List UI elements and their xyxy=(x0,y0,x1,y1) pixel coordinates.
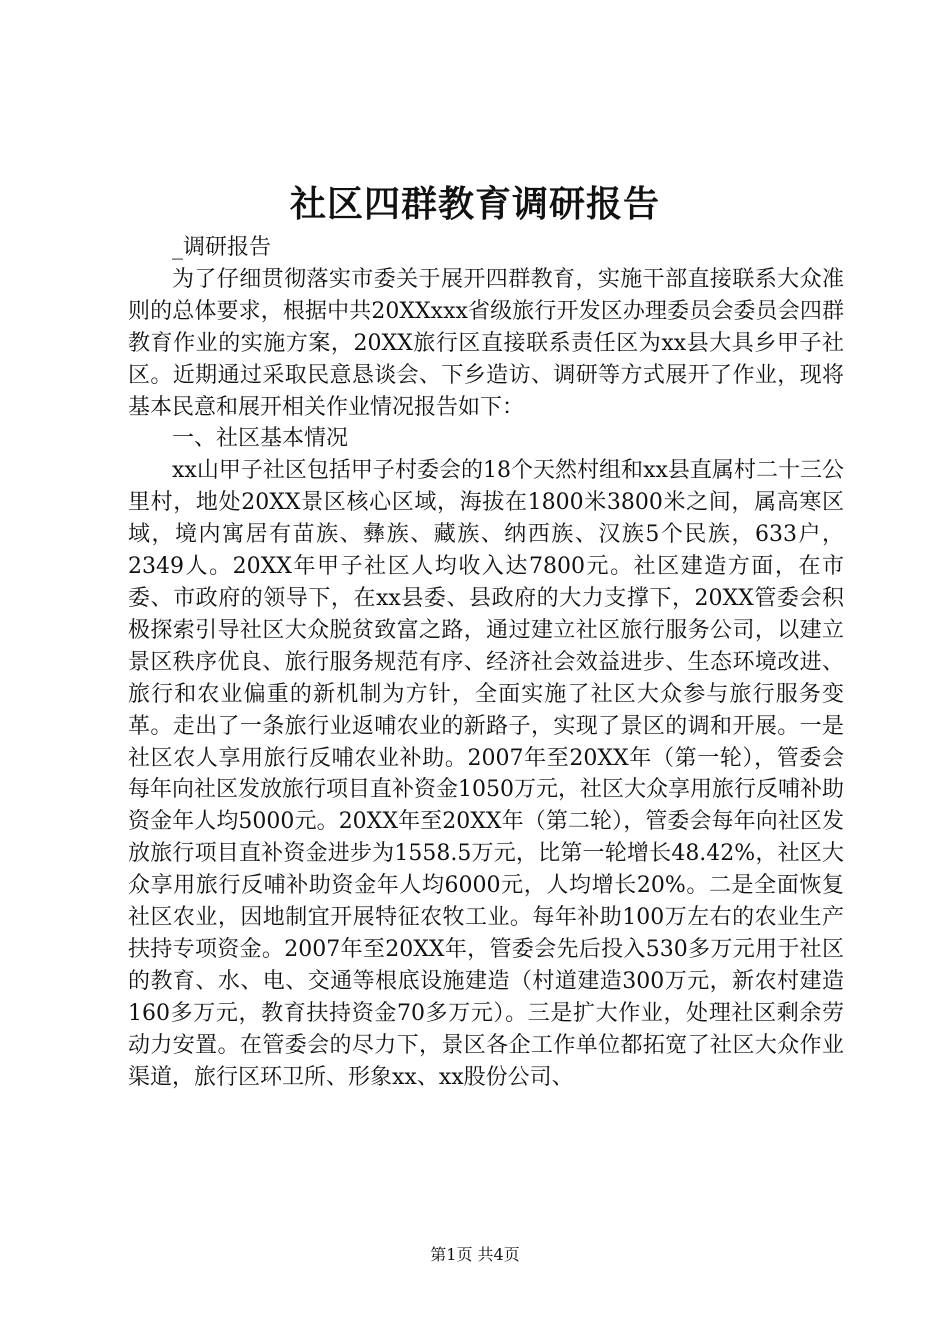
document-title: 社区四群教育调研报告 xyxy=(289,184,660,225)
paragraph-intro: 为了仔细贯彻落实市委关于展开四群教育，实施干部直接联系大众准则的总体要求，根据中共20XXxxx省级旅行开发区办理委员会委员会四群教育作业的实施方案，20XX旅行区直接联系责任区为xx县大具乡甲子社区。近期通过采取民意恳谈会、下乡造访、调研等方式展开了作业，现将基本民意和展开相关作业情况报告如下： xyxy=(128,266,844,420)
page-footer: 第1页 共4页 xyxy=(430,1245,520,1264)
section-heading: 一、社区基本情况 xyxy=(172,426,349,452)
paragraph-subtitle: _调研报告 xyxy=(172,235,272,260)
paragraph-community-overview: xx山甲子社区包括甲子村委会的18个天然村组和xx县直属村二十三公里村，地处20XX景区核心区域，海拔在1800米3800米之间，属高寒区域，境内寓居有苗族、彝族、藏族、纳西族、汉族5个民族，633户，2349人。20XX年甲子社区人均收入达7800元。社区建造方面，在市委、市政府的领导下，在xx县委、县政府的大力支撑下，20XX管委会积极探索引导社区大众脱贫致富之路，通过建立社区旅行服务公司，以建立景区秩序优良、旅行服务规范有序、经济社会效益进步、生态环境改进、旅行和农业偏重的新机制为方针，全面实施了社区大众参与旅行服务变革。走出了一条旅行业返哺农业的新路子，实现了景区的调和开展。一是社区农人享用旅行反哺农业补助。2007年至20XX年（第一轮），管委会每年向社区发放旅行项目直补资金1050万元，社区大众享用旅行反哺补助资金年人均5000元。20XX年至20XX年（第二轮），管委会每年向社区发放旅行项目直补资金进步为1558.5万元，比第一轮增长48.42%，社区大众享用旅行反哺补助资金年人均6000元，人均增长20%。二是全面恢复社区农业，因地制宜开展特征农牧工业。每年补助100万左右的农业生产扶持专项资金。2007年至20XX年，管委会先后投入530多万元用于社区的教育、水、电、交通等根底设施建造（村道建造300万元，新农村建造160多万元，教育扶持资金70多万元）。三是扩大作业，处理社区剩余劳动力安置。在管委会的尽力下，景区各企工作单位都拓宽了社区大众作业渠道，旅行区环卫所、形象xx、xx股份公司、 xyxy=(128,458,844,1090)
document-body xyxy=(128,232,844,1093)
